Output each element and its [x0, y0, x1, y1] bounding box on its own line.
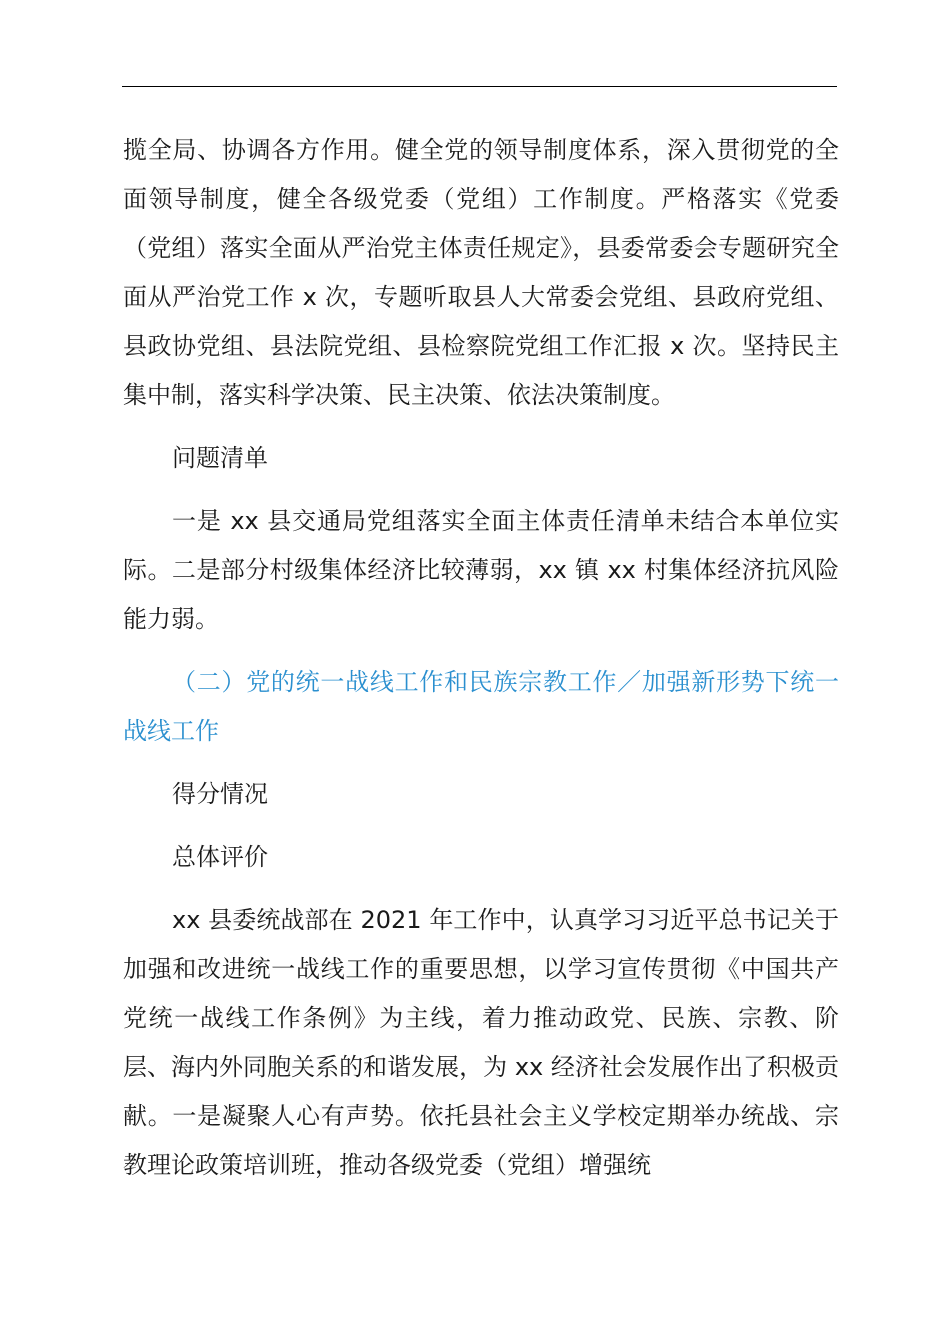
header-rule	[122, 86, 837, 87]
paragraph-leadership: 揽全局、协调各方作用。健全党的领导制度体系，深入贯彻党的全面领导制度，健全各级党委（党组）工作制度。严格落实《党委（党组）落实全面从严治党主体责任规定》，县委常委会专题研究全面从严治党工作 x 次，专题听取县人大常委会党组、县政府党组、县政协党组、县法院党组、县检察院党组工作汇报 x 次。坚持民主集中制，落实科学决策、民主决策、依法决策制度。	[123, 136, 839, 409]
section-heading-united-front: （二）党的统一战线工作和民族宗教工作／加强新形势下统一战线工作	[123, 668, 839, 745]
paragraph-problems: 一是 xx 县交通局党组落实全面主体责任清单未结合本单位实际。二是部分村级集体经济比较薄弱，xx 镇 xx 村集体经济抗风险能力弱。	[123, 507, 839, 633]
paragraph-evaluation: xx 县委统战部在 2021 年工作中，认真学习习近平总书记关于加强和改进统一战线工作的重要思想，以学习宣传贯彻《中国共产党统一战线工作条例》为主线，着力推动政党、民族、宗教、阶层、海内外同胞关系的和谐发展，为 xx 经济社会发展作出了积极贡献。一是凝聚人心有声势。依托县社会主义学校定期举办统战、宗教理论政策培训班，推动各级党委（党组）增强统	[123, 906, 839, 1179]
section-label-score: 得分情况	[172, 780, 268, 808]
document-body	[123, 126, 839, 1190]
section-label-problem-list: 问题清单	[172, 444, 268, 472]
section-label-overall-evaluation: 总体评价	[172, 843, 268, 871]
